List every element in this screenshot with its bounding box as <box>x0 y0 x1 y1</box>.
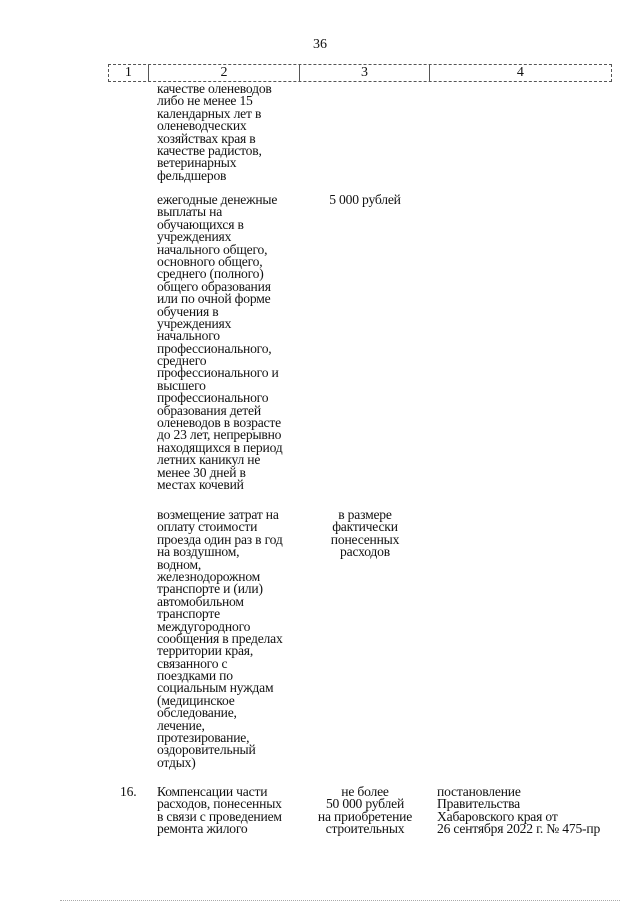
text-line: общего образования <box>157 278 271 294</box>
text-line: понесенных <box>330 531 400 547</box>
text-line: Правительства <box>437 796 520 812</box>
text-line: возмещение затрат на <box>157 507 279 522</box>
row-16-amount <box>305 786 425 836</box>
text-line: транспорте и (или) <box>157 581 263 597</box>
text-line: строительных <box>325 821 405 837</box>
text-line: качестве радистов, <box>157 142 262 158</box>
page-number: 36 <box>313 37 327 52</box>
text-line: постановление <box>437 784 521 799</box>
text-line: оленеводческих <box>157 118 247 134</box>
text-line: поездками по <box>157 668 233 684</box>
text-line: Хабаровского края от <box>437 808 558 824</box>
text-line: профессионального <box>157 390 269 406</box>
row-16-legal-basis <box>437 786 600 836</box>
text-line: социальным нуждам <box>157 680 274 696</box>
text-line: образования детей <box>157 402 261 418</box>
text-line: водном, <box>157 556 202 572</box>
header-col-4: 4 <box>516 65 524 80</box>
text-line: обследование, <box>157 705 237 721</box>
text-line: обучающихся в <box>157 216 244 232</box>
text-line: сообщения в пределах <box>157 630 283 646</box>
text-line: календарных лет в <box>157 105 262 121</box>
text-line: оздоровительный <box>157 742 256 758</box>
table-header-row <box>108 64 612 82</box>
text-line: ремонта жилого <box>157 821 248 837</box>
text-line: обучения в <box>157 303 219 319</box>
text-line: среднего <box>157 353 207 369</box>
item-annual-payments-description <box>157 194 283 491</box>
text-line: или по очной форме <box>157 291 271 307</box>
text-line: до 23 лет, непрерывно <box>157 427 282 443</box>
row-16-description <box>157 786 282 836</box>
text-line: отдых) <box>157 754 196 770</box>
text-line: учреждениях <box>157 229 232 245</box>
text-line: в связи с проведением <box>157 808 282 824</box>
text-line: автомобильном <box>157 593 244 609</box>
text-line: находящихся в период <box>157 439 283 455</box>
text-line: оленеводов в возрасте <box>157 415 281 431</box>
text-line: летних каникул не <box>157 452 261 468</box>
text-line: основного общего, <box>157 253 263 269</box>
text-line: транспорте <box>157 606 220 622</box>
header-col-1: 1 <box>109 65 149 81</box>
text-line: Компенсации части <box>157 784 268 799</box>
text-line: среднего (полного) <box>157 266 264 282</box>
header-col-3: 3 <box>300 65 429 81</box>
text-line: начального общего, <box>157 241 268 257</box>
row-16-number: 16. <box>120 784 137 799</box>
text-line: (медицинское <box>157 692 235 708</box>
header-col-2: 2 <box>149 65 300 81</box>
text-line: территории края, <box>157 643 254 659</box>
text-line: связанного с <box>157 655 228 671</box>
text-line: в размере <box>338 507 392 522</box>
text-line: менее 30 дней в <box>157 464 246 480</box>
text-line: междугородного <box>157 618 251 634</box>
text-line: профессионального, <box>157 340 272 356</box>
text-line: выплаты на <box>157 204 223 220</box>
text-line: либо не менее 15 <box>157 93 253 109</box>
text-line: не более <box>341 784 389 799</box>
text-line: начального <box>157 328 220 344</box>
item-travel-compensation-description <box>157 509 283 769</box>
scan-artifact-line <box>60 900 620 901</box>
text-line: фельдшеров <box>157 167 227 183</box>
text-line: хозяйствах края в <box>157 130 256 146</box>
text-line: ежегодные денежные <box>157 192 278 207</box>
text-line: высшего <box>157 377 206 393</box>
item-travel-compensation-amount <box>305 509 425 559</box>
text-line: ветеринарных <box>157 155 237 171</box>
text-line: качестве оленеводов <box>157 81 272 96</box>
text-line: 5 000 рублей <box>329 192 401 207</box>
text-line: профессионального и <box>157 365 279 381</box>
text-line: железнодорожном <box>157 568 261 584</box>
text-line: лечение, <box>157 717 205 733</box>
text-line: на воздушном, <box>157 544 240 560</box>
text-line: оплату стоимости <box>157 519 258 535</box>
text-line: учреждениях <box>157 315 232 331</box>
text-line: расходов <box>340 544 390 560</box>
continued-description <box>157 83 272 182</box>
text-line: на приобретение <box>317 808 413 824</box>
text-line: протезирование, <box>157 730 250 746</box>
text-line: местах кочевий <box>157 476 244 492</box>
text-line: фактически <box>332 519 398 535</box>
item-annual-payments-amount <box>305 194 425 206</box>
text-line: 26 сентября 2022 г. № 475-пр <box>437 821 601 837</box>
text-line: проезда один раз в год <box>157 531 283 547</box>
text-line: 50 000 рублей <box>325 796 405 812</box>
text-line: расходов, понесенных <box>157 796 282 812</box>
